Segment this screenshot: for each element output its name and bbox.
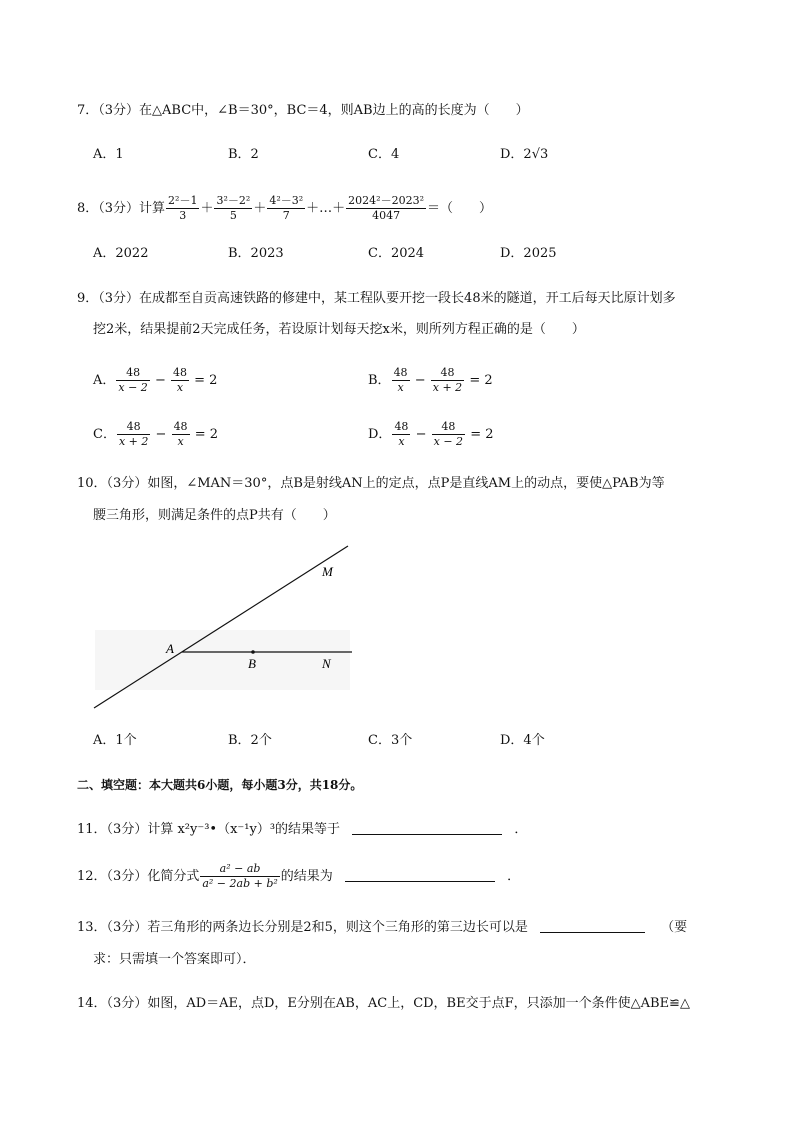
q8-option-a: A．2022	[93, 246, 149, 261]
label-b: B	[248, 656, 256, 671]
q10-option-b: B．2个	[228, 733, 272, 748]
q7-option-c: C．4	[368, 147, 400, 162]
q12-answer-blank[interactable]	[345, 867, 495, 882]
q9-option-d: D． $\frac{48}{x}$ − $\frac{48}{x - 2}$ = 2	[368, 420, 494, 448]
q10-option-a: A．1个	[93, 733, 137, 748]
q9-option-a: A． $\frac{48}{x - 2}$ − $\frac{48}{x}$ = 2	[93, 366, 218, 394]
angle-diagram	[90, 540, 360, 715]
q8-option-d: D．2025	[500, 246, 557, 261]
q10-option-c: C．3个	[368, 733, 413, 748]
q13-line2: 求：只需填一个答案即可）．	[93, 952, 256, 967]
q8-fraction-2: $\frac{\text{3²－2²}}{5}$	[216, 194, 251, 222]
q11-answer-blank[interactable]	[352, 820, 502, 835]
diagram-shadow	[95, 630, 350, 690]
q8-stem: 8．（3分）计算 $\frac{\text{2²－1}}{3}$ ＋ $\frac{\text{3²－2²}}{5}$ ＋ $\frac{\text{4²－3²}}{7}$ ＋…＋ $\frac{\text{2024²－2023²}}{4047}$ ＝（ ）	[77, 194, 492, 222]
q8-fraction-4: $\frac{\text{2024²－2023²}}{4047}$	[348, 194, 424, 222]
q12-fraction: $\frac{\text{a² − ab}}{\text{a² − 2ab + b²}}$	[202, 862, 278, 890]
q7-option-b: B．2	[228, 147, 259, 162]
q9-option-b: B． $\frac{48}{x}$ − $\frac{48}{x + 2}$ = 2	[368, 366, 493, 394]
q8-option-b: B．2023	[228, 246, 284, 261]
q13-line1: 13．（3分）若三角形的两条边长分别是2和5，则这个三角形的第三边长可以是 （要	[77, 920, 688, 935]
label-n: N	[322, 656, 331, 671]
q7-option-a: A．1	[93, 147, 124, 162]
label-a: A	[166, 641, 174, 656]
q9-option-c: C． $\frac{48}{x + 2}$ − $\frac{48}{x}$ = 2	[93, 420, 218, 448]
q8-fraction-1: $\frac{\text{2²－1}}{3}$	[168, 194, 198, 222]
q10-option-d: D．4个	[500, 733, 545, 748]
q11-stem: 11．（3分）计算 x²y⁻³•（x⁻¹y）³的结果等于 ．	[77, 822, 528, 837]
q12-stem: 12．（3分）化简分式 $\frac{\text{a² − ab}}{\text{a² − 2ab + b²}}$ 的结果为 ．	[77, 862, 521, 890]
q14-line1: 14．（3分）如图，AD＝AE，点D，E分别在AB，AC上，CD，BE交于点F，只添加一个条件使△ABE≌△	[77, 996, 690, 1011]
q9-line1: 9．（3分）在成都至自贡高速铁路的修建中，某工程队要开挖一段长48米的隧道，开工后每天比原计划多	[77, 291, 676, 306]
q8-prefix: 8．（3分）计算	[77, 201, 166, 216]
q10-line1: 10．（3分）如图，∠MAN＝30°，点B是射线AN上的定点，点P是直线AM上的动点，要使△PAB为等	[77, 476, 665, 491]
q8-suffix: ＝（ ）	[426, 201, 492, 216]
q7-option-d: D．2√3	[500, 147, 549, 162]
q8-option-c: C．2024	[368, 246, 425, 261]
q8-fraction-3: $\frac{\text{4²－3²}}{7}$	[269, 194, 304, 222]
q13-answer-blank[interactable]	[540, 918, 645, 933]
q7-stem: 7．（3分）在△ABC中，∠B＝30°，BC＝4，则AB边上的高的长度为（ ）	[77, 103, 529, 118]
q10-line2: 腰三角形，则满足条件的点P共有（ ）	[93, 508, 336, 523]
q9-line2: 挖2米，结果提前2天完成任务，若设原计划每天挖x米，则所列方程正确的是（ ）	[93, 322, 585, 337]
section-2-heading: 二、填空题：本大题共6小题，每小题3分，共18分。	[77, 778, 363, 792]
label-m: M	[322, 564, 333, 579]
point-b	[251, 650, 255, 654]
